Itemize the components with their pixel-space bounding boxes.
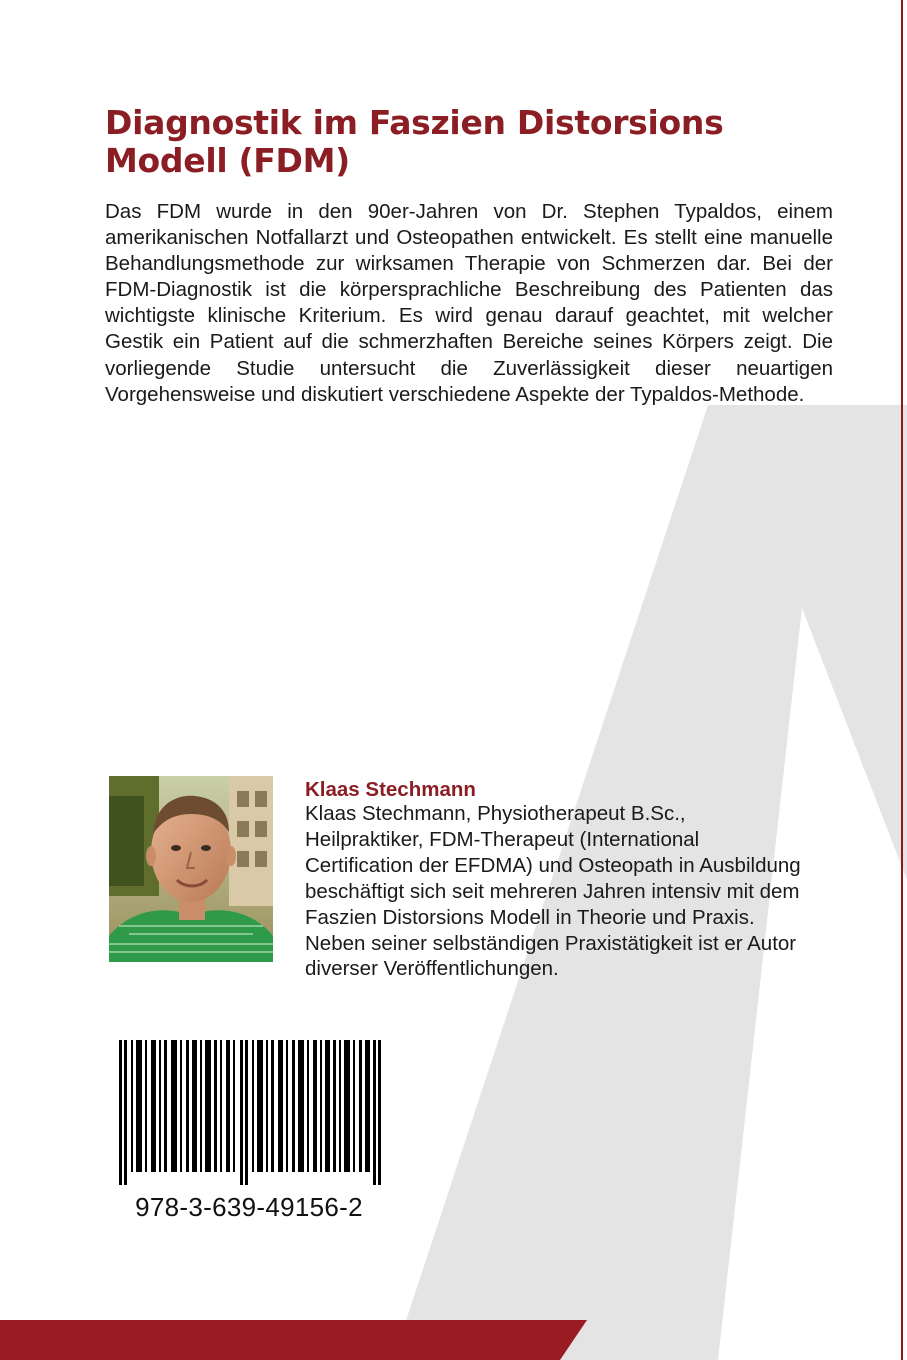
- author-photo: [109, 776, 273, 962]
- book-title: Diagnostik im Faszien Distorsions Modell (FDM): [105, 103, 724, 180]
- author-name: Klaas Stechmann: [305, 778, 476, 801]
- book-summary: Das FDM wurde in den 90er-Jahren von Dr. Stephen Typaldos, einem amerikanischen Notfallarzt und Osteopathen entwickelt. Es stellt eine manuelle Behandlungsmethode zur wirksamen Therapie von Schmerzen dar. Bei der FDM-Diagnostik ist die körpersprachliche Beschreibung des Patienten das wichtigste klinische Kriterium. Es wird genau darauf geachtet, mit welcher Gestik ein Patient auf die schmerzhaften Bereiche seines Körpers zeigt. Die vorliegende Studie untersucht die Zuverlässigkeit dieser neuartigen Vorgehensweise und diskutiert verschiedene Aspekte der Typaldos-Methode.: [105, 200, 833, 406]
- author-bio: Klaas Stechmann, Physiotherapeut B.Sc., Heilpraktiker, FDM-Therapeut (International Certification der EFDMA) und Osteopath in Ausbildung beschäftigt sich seit mehreren Jahren intensiv mit dem Faszien Distorsions Modell in Theorie und Praxis. Neben seiner selbständigen Praxistätigkeit ist er Autor diverser Veröffentlichungen.: [305, 802, 801, 981]
- barcode: [108, 1040, 390, 1185]
- isbn-number: 978-3-639-49156-2: [135, 1192, 363, 1222]
- right-edge-rule: [901, 0, 903, 1360]
- bottom-red-bar: [0, 1320, 907, 1360]
